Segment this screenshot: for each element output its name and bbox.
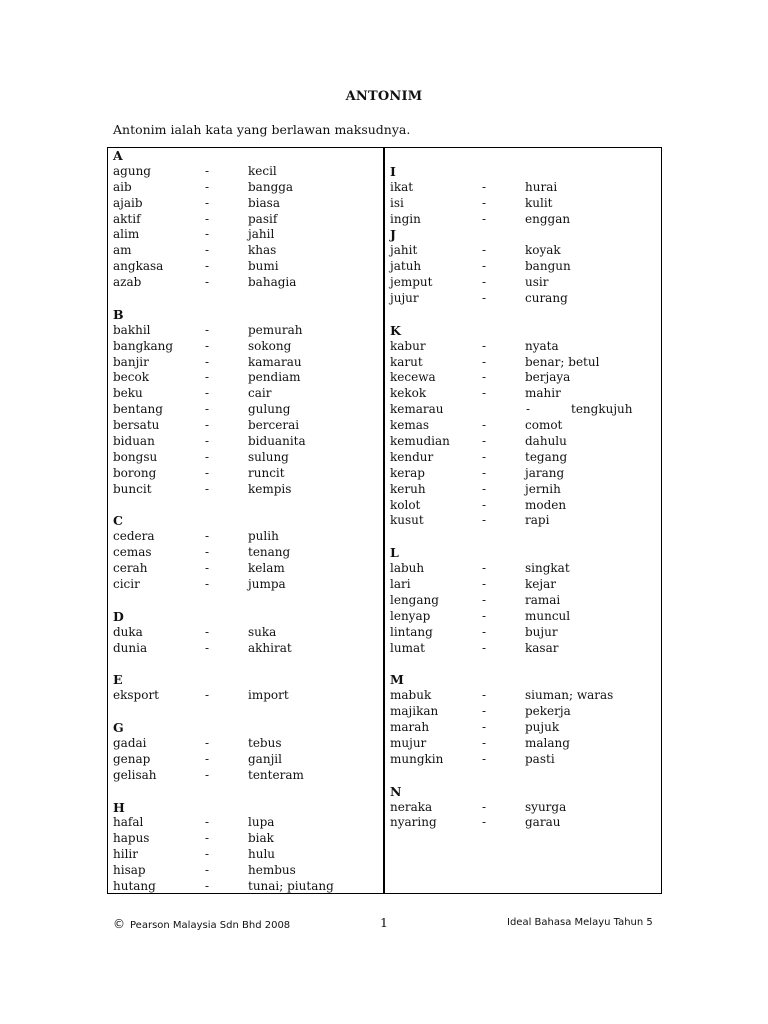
antonym: hembus — [248, 863, 296, 878]
antonym-row — [390, 243, 658, 259]
antonym-row — [390, 609, 658, 625]
antonym-row — [390, 291, 658, 307]
dash: - — [482, 624, 487, 639]
footer-book-title: Ideal Bahasa Melayu Tahun 5 — [507, 917, 653, 928]
word: agung — [113, 163, 151, 178]
antonym-row — [113, 243, 381, 259]
dash: - — [205, 847, 210, 862]
antonym: cair — [248, 386, 272, 401]
antonym-row — [113, 466, 381, 482]
antonym-row — [390, 418, 658, 434]
word: ajaib — [113, 195, 143, 210]
dash: - — [482, 640, 487, 655]
word: ingin — [390, 211, 421, 226]
antonym: tebus — [248, 735, 282, 750]
antonym-row — [113, 561, 381, 577]
word: ikat — [390, 179, 414, 194]
dash: - — [482, 195, 487, 210]
antonym: dahulu — [525, 434, 567, 449]
dash: - — [482, 751, 487, 766]
dash: - — [482, 513, 487, 528]
antonym-row — [113, 259, 381, 275]
section-letter: I — [390, 163, 396, 179]
dash: - — [205, 449, 210, 464]
word: eksport — [113, 688, 159, 703]
antonym: suka — [248, 624, 277, 639]
antonym-row — [390, 434, 658, 450]
antonym: nyata — [525, 338, 559, 353]
antonym: ramai — [525, 592, 561, 607]
dash: - — [205, 243, 210, 258]
dash: - — [482, 561, 487, 576]
antonym: jumpa — [248, 577, 286, 592]
dash: - — [205, 163, 210, 178]
antonym: biasa — [248, 195, 280, 210]
word: kolot — [390, 497, 421, 512]
section-gap — [113, 784, 381, 800]
antonym: malang — [525, 735, 570, 750]
dash: - — [482, 704, 487, 719]
word: kemudian — [390, 434, 450, 449]
section-letter: C — [113, 513, 123, 529]
word: angkasa — [113, 259, 164, 274]
antonym-row — [113, 323, 381, 339]
antonym: kempis — [248, 481, 292, 496]
antonym-row — [113, 688, 381, 704]
antonym-row — [113, 164, 381, 180]
antonym: biak — [248, 831, 274, 846]
section-gap — [390, 307, 658, 323]
antonym-row — [113, 386, 381, 402]
dash: - — [205, 640, 210, 655]
word: genap — [113, 751, 151, 766]
antonym: bujur — [525, 624, 558, 639]
antonym: bangga — [248, 179, 294, 194]
antonym: bercerai — [248, 418, 300, 433]
antonym: sulung — [248, 449, 289, 464]
word: hapus — [113, 831, 150, 846]
word: hafal — [113, 815, 144, 830]
dash: - — [205, 259, 210, 274]
antonym-row — [113, 402, 381, 418]
word: bakhil — [113, 322, 151, 337]
antonym-row — [113, 831, 381, 847]
dash: - — [205, 751, 210, 766]
dash: - — [482, 465, 487, 480]
dash: - — [205, 624, 210, 639]
dash: - — [205, 767, 210, 782]
dash: - — [482, 179, 487, 194]
antonym: jahil — [248, 227, 275, 242]
dash: - — [205, 577, 210, 592]
dash: - — [205, 481, 210, 496]
word: lumat — [390, 640, 425, 655]
dash: - — [205, 529, 210, 544]
dash: - — [205, 386, 210, 401]
antonym-row — [113, 577, 381, 593]
word: lintang — [390, 624, 433, 639]
word: bersatu — [113, 418, 160, 433]
dash: - — [482, 449, 487, 464]
antonym-row — [113, 625, 381, 641]
intro-text: Antonim ialah kata yang berlawan maksudnya. — [113, 122, 411, 137]
word: kendur — [390, 449, 434, 464]
word: bangkang — [113, 338, 174, 353]
dash: - — [205, 179, 210, 194]
antonym: enggan — [525, 211, 571, 226]
section-letter: D — [113, 608, 124, 624]
dash: - — [205, 688, 210, 703]
dash: - — [205, 831, 210, 846]
section-gap — [113, 291, 381, 307]
dash: - — [205, 878, 210, 893]
word: kekok — [390, 386, 427, 401]
antonym: jarang — [525, 465, 565, 480]
section-letter: G — [113, 720, 124, 736]
section-letter: L — [390, 545, 399, 561]
word: hilir — [113, 847, 138, 862]
word: neraka — [390, 799, 433, 814]
antonym-row — [390, 370, 658, 386]
antonym: koyak — [525, 243, 561, 258]
word: becok — [113, 370, 149, 385]
antonym-row — [390, 736, 658, 752]
antonym-row — [113, 815, 381, 831]
antonym-row — [113, 529, 381, 545]
word: jatuh — [390, 259, 422, 274]
antonym: pulih — [248, 529, 279, 544]
antonym: tenteram — [248, 767, 304, 782]
dash: - — [205, 735, 210, 750]
word: bongsu — [113, 449, 158, 464]
dash: - — [482, 735, 487, 750]
antonym-row — [113, 768, 381, 784]
dash: - — [482, 608, 487, 623]
antonym-row — [113, 752, 381, 768]
antonym: rapi — [525, 513, 550, 528]
antonym: kamarau — [248, 354, 302, 369]
word: lengang — [390, 592, 439, 607]
dash: - — [205, 561, 210, 576]
word: gadai — [113, 735, 147, 750]
antonym: tengkujuh — [571, 402, 633, 417]
antonym-row — [390, 196, 658, 212]
antonym-row — [113, 641, 381, 657]
antonym: khas — [248, 243, 277, 258]
antonym: jernih — [525, 481, 561, 496]
section-gap — [113, 593, 381, 609]
antonym-row — [390, 482, 658, 498]
word: kusut — [390, 513, 424, 528]
antonym-row — [113, 370, 381, 386]
antonym: berjaya — [525, 370, 571, 385]
antonym: hurai — [525, 179, 558, 194]
antonym: tunai; piutang — [248, 878, 334, 893]
word: jemput — [390, 275, 433, 290]
antonym-row — [113, 879, 381, 895]
word: mabuk — [390, 688, 432, 703]
antonym-row — [113, 482, 381, 498]
word: keruh — [390, 481, 426, 496]
antonym-row — [113, 736, 381, 752]
antonym: hulu — [248, 847, 276, 862]
dash: - — [482, 418, 487, 433]
antonym-row — [390, 212, 658, 228]
antonym: kasar — [525, 640, 559, 655]
word: biduan — [113, 434, 155, 449]
section-letter: M — [390, 672, 404, 688]
antonym: ganjil — [248, 751, 282, 766]
word: mujur — [390, 735, 427, 750]
antonym: lupa — [248, 815, 275, 830]
dash: - — [205, 434, 210, 449]
word: jahit — [390, 243, 418, 258]
dash: - — [482, 275, 487, 290]
word: dunia — [113, 640, 148, 655]
section-gap — [390, 529, 658, 545]
right-column — [390, 148, 658, 831]
antonym: siuman; waras — [525, 688, 614, 703]
antonym: kulit — [525, 195, 553, 210]
dash: - — [205, 465, 210, 480]
word: cicir — [113, 577, 140, 592]
antonym-row — [390, 625, 658, 641]
antonym: muncul — [525, 608, 571, 623]
antonym: kelam — [248, 561, 285, 576]
word: duka — [113, 624, 143, 639]
antonym: curang — [525, 291, 568, 306]
antonym-row — [390, 339, 658, 355]
antonym-row — [390, 704, 658, 720]
dash: - — [482, 243, 487, 258]
antonym: sokong — [248, 338, 292, 353]
dash: - — [482, 338, 487, 353]
antonym: import — [248, 688, 289, 703]
antonym-row — [390, 752, 658, 768]
dash: - — [482, 259, 487, 274]
antonym-row — [390, 498, 658, 514]
word: cerah — [113, 561, 148, 576]
section-gap — [113, 657, 381, 673]
antonym: benar; betul — [525, 354, 600, 369]
antonym-row — [390, 386, 658, 402]
antonym-row — [390, 275, 658, 291]
word: kecewa — [390, 370, 436, 385]
word: azab — [113, 275, 142, 290]
antonym: bangun — [525, 259, 571, 274]
word: kemas — [390, 418, 430, 433]
antonym-row — [113, 275, 381, 291]
antonym-row — [390, 402, 658, 418]
word: alim — [113, 227, 140, 242]
antonym-row — [113, 847, 381, 863]
page-number: 1 — [380, 915, 388, 930]
antonym-row — [390, 577, 658, 593]
antonym: kejar — [525, 577, 556, 592]
dash: - — [482, 434, 487, 449]
dash: - — [205, 354, 210, 369]
antonym-row — [390, 259, 658, 275]
copyright-icon: © — [113, 917, 125, 931]
dash: - — [482, 481, 487, 496]
antonym: gulung — [248, 402, 291, 417]
dash: - — [482, 354, 487, 369]
dash: - — [205, 402, 210, 417]
word: majikan — [390, 704, 439, 719]
antonym-row — [390, 593, 658, 609]
antonym-row — [390, 815, 658, 831]
word: kemarau — [390, 402, 444, 417]
antonym: pemurah — [248, 322, 303, 337]
section-letter: B — [113, 306, 124, 322]
antonym-row — [390, 641, 658, 657]
antonym: tenang — [248, 545, 291, 560]
antonym-row — [390, 688, 658, 704]
word: kerap — [390, 465, 425, 480]
dash: - — [482, 211, 487, 226]
antonym: biduanita — [248, 434, 306, 449]
antonym: tegang — [525, 449, 568, 464]
dash: - — [482, 577, 487, 592]
word: am — [113, 243, 132, 258]
word: aktif — [113, 211, 141, 226]
section-letter: K — [390, 322, 401, 338]
page-title: ANTONIM — [345, 89, 423, 104]
section-gap — [113, 704, 381, 720]
dash: - — [482, 370, 487, 385]
section-letter: H — [113, 799, 125, 815]
section-letter: J — [390, 227, 396, 243]
antonym-row — [113, 339, 381, 355]
antonym: comot — [525, 418, 563, 433]
word: beku — [113, 386, 143, 401]
word: banjir — [113, 354, 149, 369]
section-gap — [390, 657, 658, 673]
antonym: bahagia — [248, 275, 297, 290]
dash: - — [205, 195, 210, 210]
dash: - — [205, 863, 210, 878]
antonym-row — [390, 466, 658, 482]
antonym: pasti — [525, 751, 555, 766]
antonym-row — [113, 196, 381, 212]
dash: - — [526, 402, 531, 417]
antonym-row — [113, 180, 381, 196]
antonym-row — [113, 212, 381, 228]
dash: - — [205, 211, 210, 226]
top-spacer — [390, 148, 658, 164]
dash: - — [205, 275, 210, 290]
dash: - — [482, 815, 487, 830]
word: hutang — [113, 878, 156, 893]
section-gap — [390, 768, 658, 784]
antonym: mahir — [525, 386, 561, 401]
antonym: pekerja — [525, 704, 571, 719]
antonym: moden — [525, 497, 567, 512]
word: kabur — [390, 338, 426, 353]
antonym: garau — [525, 815, 561, 830]
antonym: pujuk — [525, 720, 560, 735]
column-divider — [383, 147, 385, 894]
left-column — [113, 148, 381, 895]
section-letter: N — [390, 783, 402, 799]
dash: - — [205, 815, 210, 830]
section-letter: E — [113, 672, 123, 688]
antonym-row — [113, 418, 381, 434]
antonym-row — [113, 227, 381, 243]
dash: - — [205, 227, 210, 242]
word: borong — [113, 465, 157, 480]
dash: - — [205, 370, 210, 385]
antonym-row — [390, 450, 658, 466]
antonym: pasif — [248, 211, 278, 226]
antonym-row — [390, 513, 658, 529]
word: aib — [113, 179, 132, 194]
antonym-row — [390, 355, 658, 371]
word: labuh — [390, 561, 425, 576]
dash: - — [482, 688, 487, 703]
antonym: pendiam — [248, 370, 301, 385]
word: jujur — [390, 291, 419, 306]
antonym-row — [113, 355, 381, 371]
antonym: singkat — [525, 561, 570, 576]
antonym-row — [113, 863, 381, 879]
section-letter: A — [113, 148, 123, 163]
antonym: akhirat — [248, 640, 292, 655]
antonym: runcit — [248, 465, 285, 480]
word: bentang — [113, 402, 163, 417]
dash: - — [205, 322, 210, 337]
dash: - — [482, 497, 487, 512]
footer-copyright — [113, 917, 290, 931]
dash: - — [482, 720, 487, 735]
word: cedera — [113, 529, 155, 544]
copyright-text: Pearson Malaysia Sdn Bhd 2008 — [130, 920, 291, 931]
word: hisap — [113, 863, 146, 878]
antonym-row — [113, 545, 381, 561]
dash: - — [205, 545, 210, 560]
dash: - — [482, 291, 487, 306]
word: nyaring — [390, 815, 437, 830]
word: marah — [390, 720, 430, 735]
antonym: usir — [525, 275, 549, 290]
antonym-row — [113, 434, 381, 450]
antonym-row — [113, 450, 381, 466]
antonym-row — [390, 180, 658, 196]
dash: - — [482, 592, 487, 607]
word: mungkin — [390, 751, 444, 766]
word: cemas — [113, 545, 152, 560]
dash: - — [482, 799, 487, 814]
dash: - — [205, 338, 210, 353]
word: lari — [390, 577, 411, 592]
word: buncit — [113, 481, 152, 496]
word: isi — [390, 195, 404, 210]
section-gap — [113, 498, 381, 514]
antonym-row — [390, 720, 658, 736]
dash: - — [205, 418, 210, 433]
antonym-row — [390, 800, 658, 816]
antonym: kecil — [248, 163, 277, 178]
antonym: bumi — [248, 259, 279, 274]
word: gelisah — [113, 767, 157, 782]
word: lenyap — [390, 608, 431, 623]
dash: - — [482, 386, 487, 401]
word: karut — [390, 354, 423, 369]
antonym-row — [390, 561, 658, 577]
antonym: syurga — [525, 799, 567, 814]
